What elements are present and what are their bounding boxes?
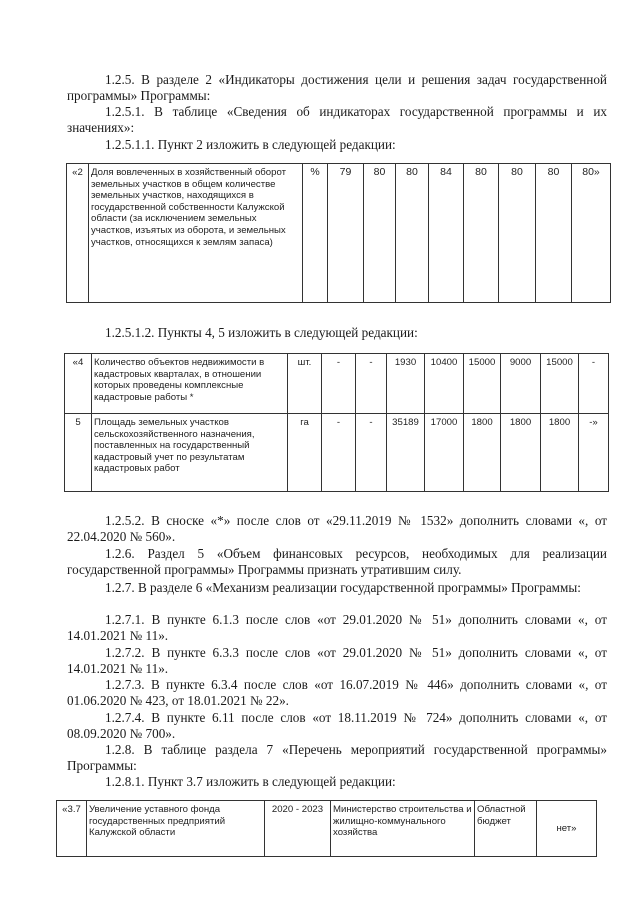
value-cell: 80: [464, 164, 499, 303]
value-cell: 10400: [425, 354, 464, 414]
indicator-name: Доля вовлеченных в хозяйственный оборот земельных участков в общем количестве земельных участков, находящихся в государственной собственности Калужской области (за исключением земельных участков, изъятых из оборота, и земельных участков, относящихся к землям запаса): [89, 164, 303, 303]
paragraph-1-2-7-1: 1.2.7.1. В пункте 6.1.3 после слов «от 29.01.2020 № 51» дополнить словами «, от 14.01.2021 № 11».: [67, 612, 607, 643]
value-cell: -: [579, 354, 609, 414]
table-row: [65, 354, 609, 414]
paragraph-1-2-8: 1.2.8. В таблице раздела 7 «Перечень мероприятий государственной программы» Программы:: [67, 742, 607, 773]
table-row: [67, 164, 611, 303]
paragraph-1-2-6: 1.2.6. Раздел 5 «Объем финансовых ресурсов, необходимых для реализации государственной программы» Программы признать утратившим силу.: [67, 546, 607, 577]
unit-cell: %: [303, 164, 328, 303]
paragraph-1-2-7-2: 1.2.7.2. В пункте 6.3.3 после слов «от 29.01.2020 № 51» дополнить словами «, от 14.01.2021 № 11».: [67, 645, 607, 676]
value-cell: -: [322, 414, 356, 492]
value-cell: 84: [429, 164, 464, 303]
activity-name: Увеличение уставного фонда государственных предприятий Калужской области: [87, 801, 265, 857]
value-cell: 1800: [464, 414, 501, 492]
row-number: «3.7: [57, 801, 87, 857]
value-cell: 80: [499, 164, 536, 303]
period-cell: 2020 - 2023: [265, 801, 331, 857]
paragraph-1-2-7-3: 1.2.7.3. В пункте 6.3.4 после слов «от 16.07.2019 № 446» дополнить словами «, от 01.06.2020 № 423, от 18.01.2021 № 22».: [67, 677, 607, 708]
row-number: 5: [65, 414, 92, 492]
value-cell: 35189: [387, 414, 425, 492]
activities-table-point-3-7: [56, 800, 597, 857]
value-cell: 17000: [425, 414, 464, 492]
value-cell: 15000: [464, 354, 501, 414]
value-cell: 9000: [501, 354, 541, 414]
paragraph-1-2-5-1-2: 1.2.5.1.2. Пункты 4, 5 изложить в следующей редакции:: [105, 325, 418, 340]
paragraph-1-2-7-4: 1.2.7.4. В пункте 6.11 после слов «от 18.11.2019 № 724» дополнить словами «, от 08.09.2020 № 700».: [67, 710, 607, 741]
paragraph-1-2-5: 1.2.5. В разделе 2 «Индикаторы достижения цели и решения задач государственной программы» Программы:: [67, 72, 607, 103]
value-cell: 80: [396, 164, 429, 303]
table-row: [65, 414, 609, 492]
value-cell: 1930: [387, 354, 425, 414]
value-cell: -: [356, 354, 387, 414]
row-number: «2: [67, 164, 89, 303]
value-cell: 79: [328, 164, 364, 303]
unit-cell: га: [288, 414, 322, 492]
value-cell: -»: [579, 414, 609, 492]
value-cell: -: [356, 414, 387, 492]
paragraph-1-2-5-1-1: 1.2.5.1.1. Пункт 2 изложить в следующей редакции:: [105, 137, 396, 152]
table-row: [57, 801, 597, 857]
funding-source-cell: Областной бюджет: [475, 801, 537, 857]
value-cell: 1800: [501, 414, 541, 492]
paragraph-1-2-7: 1.2.7. В разделе 6 «Механизм реализации государственной программы» Программы:: [105, 580, 581, 595]
value-cell: 80: [536, 164, 572, 303]
indicator-table-points-4-5: [64, 353, 609, 492]
paragraph-1-2-8-1: 1.2.8.1. Пункт 3.7 изложить в следующей редакции:: [105, 774, 396, 789]
value-cell: 15000: [541, 354, 579, 414]
value-cell: 1800: [541, 414, 579, 492]
row-number: «4: [65, 354, 92, 414]
value-cell: 80»: [572, 164, 611, 303]
executor-cell: Министерство строительства и жилищно-коммунального хозяйства: [331, 801, 475, 857]
indicator-name: Площадь земельных участков сельскохозяйственного назначения, поставленных на государственный кадастровый учет по результатам кадастровых работ: [92, 414, 288, 492]
value-cell: -: [322, 354, 356, 414]
indicator-name: Количество объектов недвижимости в кадастровых кварталах, в отношении которых проведены комплексные кадастровые работы *: [92, 354, 288, 414]
paragraph-1-2-5-1: 1.2.5.1. В таблице «Сведения об индикаторах государственной программы и их значениях»:: [67, 104, 607, 135]
value-cell: 80: [364, 164, 396, 303]
unit-cell: шт.: [288, 354, 322, 414]
amount-cell: нет»: [537, 801, 597, 857]
indicator-table-point-2: [66, 163, 611, 303]
paragraph-1-2-5-2: 1.2.5.2. В сноске «*» после слов от «29.11.2019 № 1532» дополнить словами «, от 22.04.2020 № 560».: [67, 513, 607, 544]
